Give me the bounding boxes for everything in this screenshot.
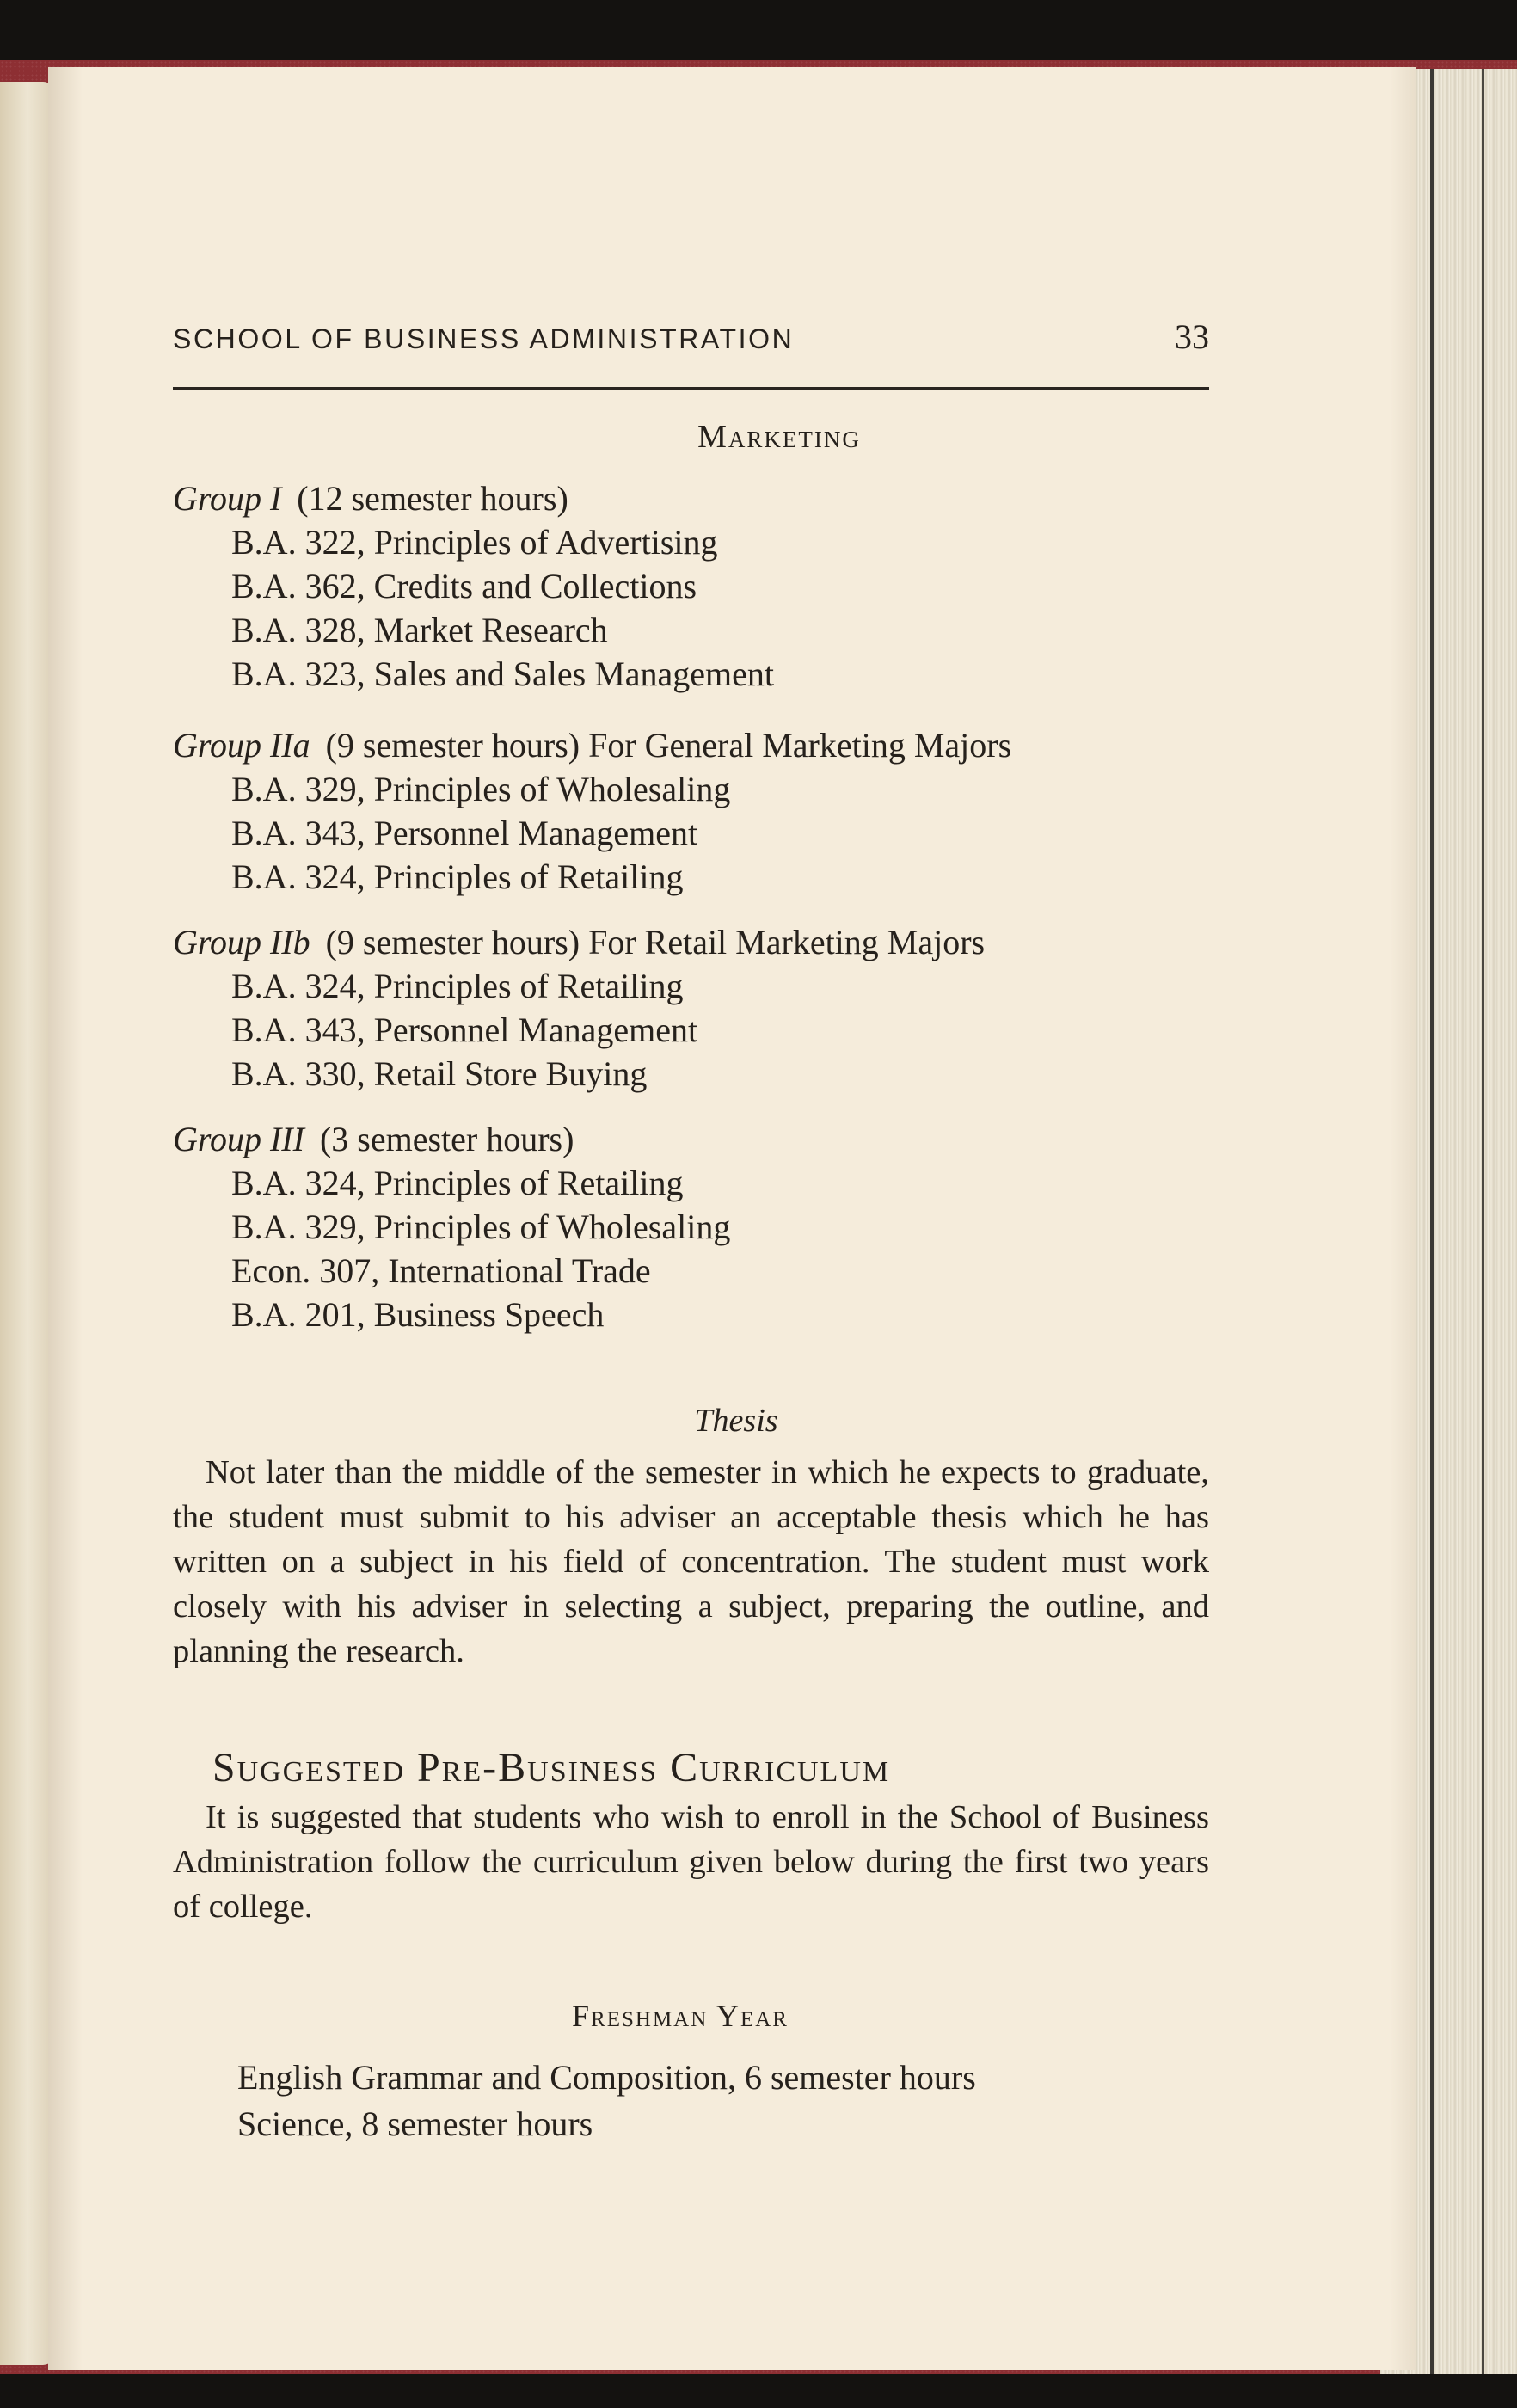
course-item: B.A. 330, Retail Store Buying [231, 1054, 648, 1093]
course-item: B.A. 343, Personnel Management [231, 1010, 698, 1049]
running-head [173, 316, 1209, 390]
course-item: B.A. 324, Principles of Retailing [231, 967, 684, 1005]
course-item: B.A. 324, Principles of Retailing [231, 857, 684, 896]
group-name: Group III [173, 1120, 304, 1158]
course-item: B.A. 362, Credits and Collections [231, 567, 697, 605]
group-hours: (3 semester hours) [319, 1120, 574, 1158]
group-note: For General Marketing Majors [588, 726, 1012, 765]
header-title: SCHOOL OF BUSINESS ADMINISTRATION [173, 323, 795, 354]
group-name: Group I [173, 479, 282, 518]
course-item: B.A. 201, Business Speech [231, 1295, 605, 1334]
course-item: B.A. 329, Principles of Wholesaling [231, 1207, 731, 1246]
pre-business-paragraph: It is suggested that students who wish to enroll in the School of Business Administration follow the curriculum given below during the first two years of college. [173, 1799, 1209, 1925]
pre-business-heading: Suggested Pre-Business Curriculum [212, 1745, 891, 1791]
course-item: B.A. 322, Principles of Advertising [231, 523, 718, 562]
thesis-paragraph: Not later than the middle of the semester in which he expects to graduate, the student must submit to his adviser an acceptable thesis which he has written on a subject in his field of concentration. The student must work closely with his adviser in selecting a subject, preparing the outline, and planning the research. [173, 1454, 1209, 1669]
group-hours: (9 semester hours) [325, 726, 580, 765]
group-title [173, 476, 1291, 520]
thesis-heading: Thesis [694, 1403, 778, 1439]
freshman-course-item: Science, 8 semester hours [237, 2104, 593, 2143]
course-item: B.A. 329, Principles of Wholesaling [231, 770, 731, 808]
left-page-edge [0, 82, 55, 2365]
group-name: Group IIa [173, 726, 310, 765]
group-note: For Retail Marketing Majors [588, 923, 986, 961]
course-item: B.A. 324, Principles of Retailing [231, 1164, 684, 1202]
group-hours: (12 semester hours) [297, 479, 568, 518]
marketing-heading: Marketing [697, 419, 861, 455]
group-hours: (9 semester hours) [325, 923, 580, 961]
course-group [173, 476, 1291, 696]
page-number: 33 [1175, 317, 1209, 356]
freshman-course-list [237, 2055, 976, 2147]
course-item: B.A. 323, Sales and Sales Management [231, 654, 774, 693]
course-item: Econ. 307, International Trade [231, 1251, 651, 1290]
course-group [173, 1117, 1291, 1336]
freshman-course-item: English Grammar and Composition, 6 semester hours [237, 2058, 976, 2097]
book-page [48, 67, 1416, 2370]
course-group [173, 723, 1291, 899]
group-title [173, 1117, 1291, 1161]
course-item: B.A. 343, Personnel Management [231, 814, 698, 852]
group-title [173, 920, 1291, 964]
group-name: Group IIb [173, 923, 310, 961]
course-item: B.A. 328, Market Research [231, 611, 608, 649]
freshman-year-heading: Freshman Year [572, 1999, 789, 2033]
group-title [173, 723, 1291, 767]
course-group [173, 920, 1291, 1096]
